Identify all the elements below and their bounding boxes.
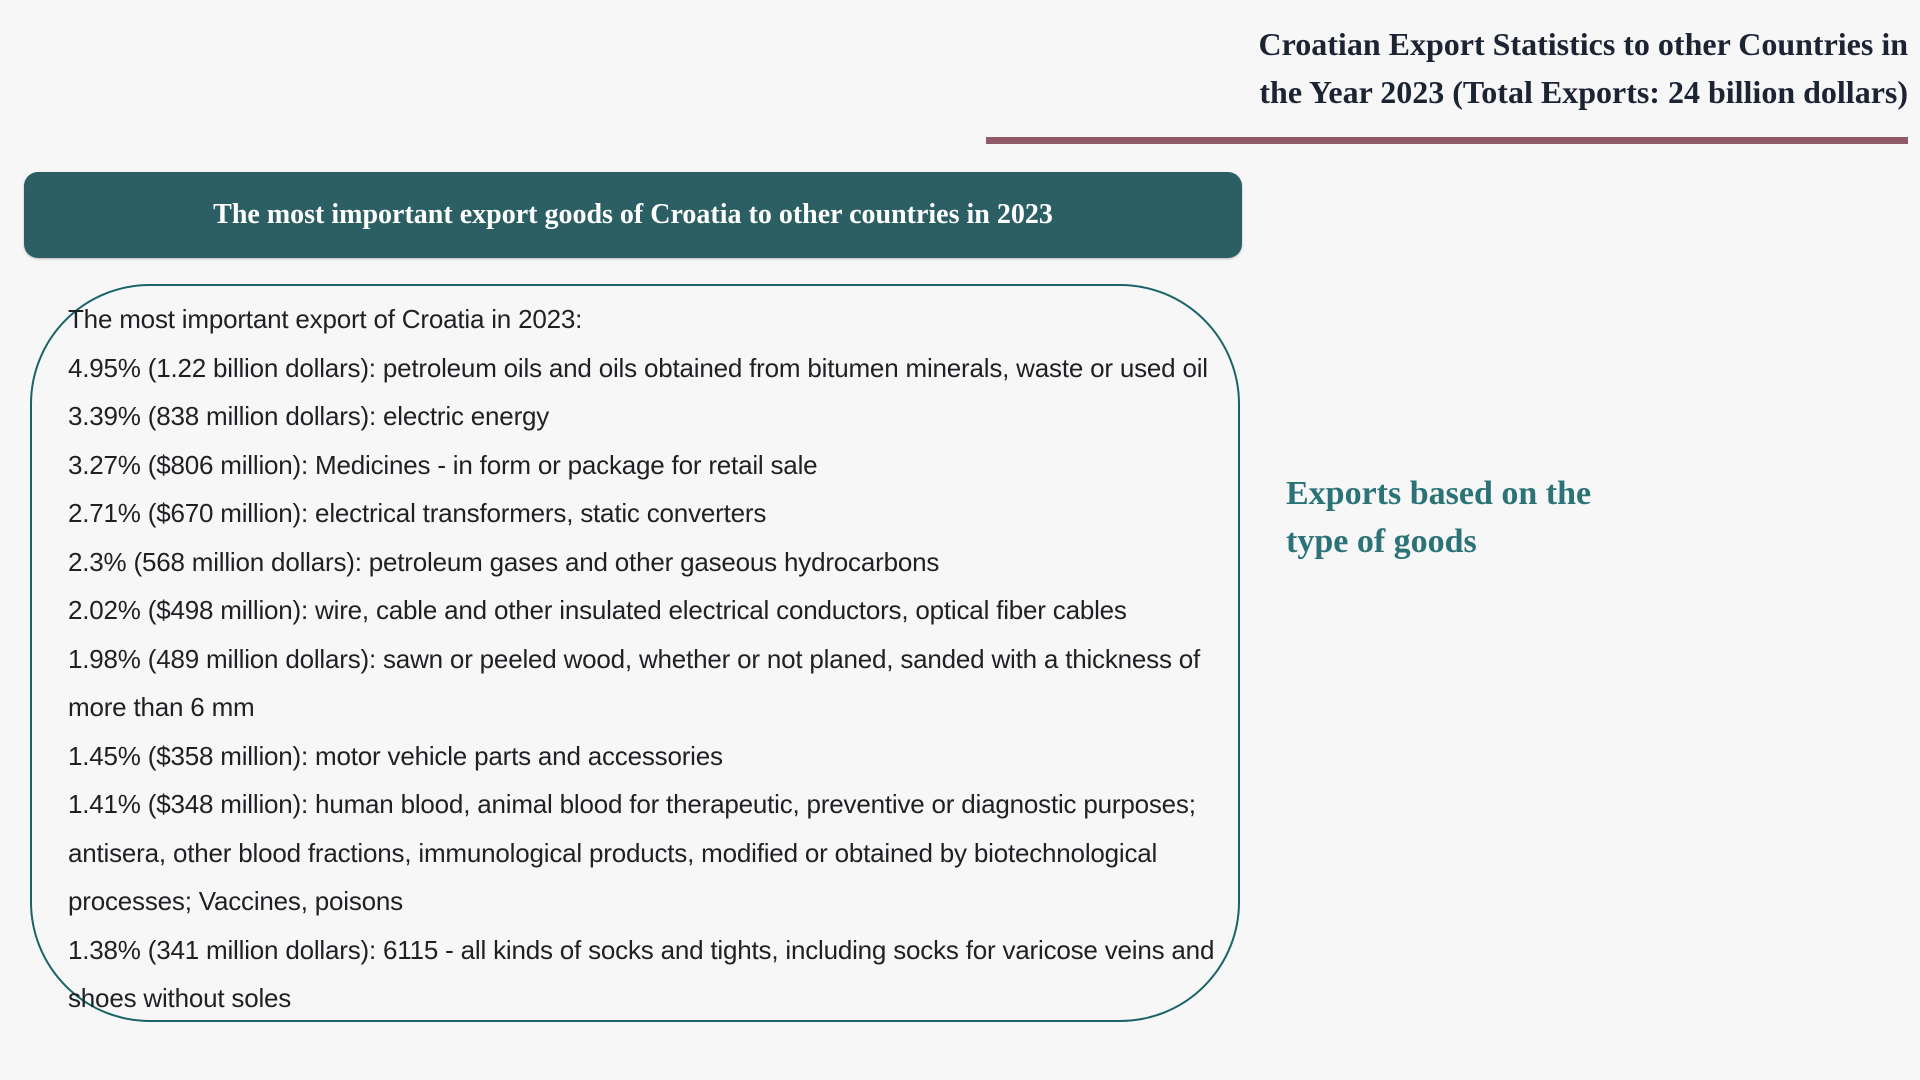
side-label-line2: type of goods <box>1286 523 1477 560</box>
export-line: 1.41% ($348 million): human blood, animal blood for therapeutic, preventive or diagnostic purposes; <box>68 789 1196 819</box>
export-list-box <box>30 284 1240 1022</box>
export-line: antisera, other blood fractions, immunological products, modified or obtained by biotechnological <box>68 837 1158 868</box>
export-line: processes; Vaccines, poisons <box>68 886 403 916</box>
side-label <box>1286 470 1591 566</box>
slide-title <box>1259 20 1908 116</box>
export-line: 3.27% ($806 million): Medicines - in form or package for retail sale <box>68 449 818 480</box>
section-banner <box>24 172 1242 258</box>
export-line: 1.45% ($358 million): motor vehicle parts and accessories <box>68 740 723 771</box>
export-line: 2.02% ($498 million): wire, cable and other insulated electrical conductors, optical fiber cables <box>68 595 1127 625</box>
export-line: 1.38% (341 million dollars): 6115 - all kinds of socks and tights, including socks for varicose veins and <box>68 934 1215 965</box>
section-banner-label: The most important export goods of Croatia to other countries in 2023 <box>213 199 1053 230</box>
export-line: 3.39% (838 million dollars): electric energy <box>68 401 550 431</box>
slide-title-line1: Croatian Export Statistics to other Countries in <box>1258 26 1908 62</box>
export-line: The most important export of Croatia in 2023: <box>68 304 583 334</box>
export-list <box>68 295 1218 1023</box>
side-label-line1: Exports based on the <box>1286 475 1592 512</box>
export-line: shoes without soles <box>68 983 292 1013</box>
export-line: 1.98% (489 million dollars): sawn or peeled wood, whether or not planed, sanded with a thickness of <box>68 643 1201 674</box>
export-line: more than 6 mm <box>68 692 255 722</box>
export-line: 2.3% (568 million dollars): petroleum gases and other gaseous hydrocarbons <box>68 546 940 577</box>
export-line: 2.71% ($670 million): electrical transformers, static converters <box>68 498 767 528</box>
slide-title-line2: the Year 2023 (Total Exports: 24 billion dollars) <box>1259 74 1908 110</box>
export-line: 4.95% (1.22 billion dollars): petroleum oils and oils obtained from bitumen minerals, waste or used oil <box>68 352 1208 383</box>
title-underline-rule <box>986 137 1908 144</box>
